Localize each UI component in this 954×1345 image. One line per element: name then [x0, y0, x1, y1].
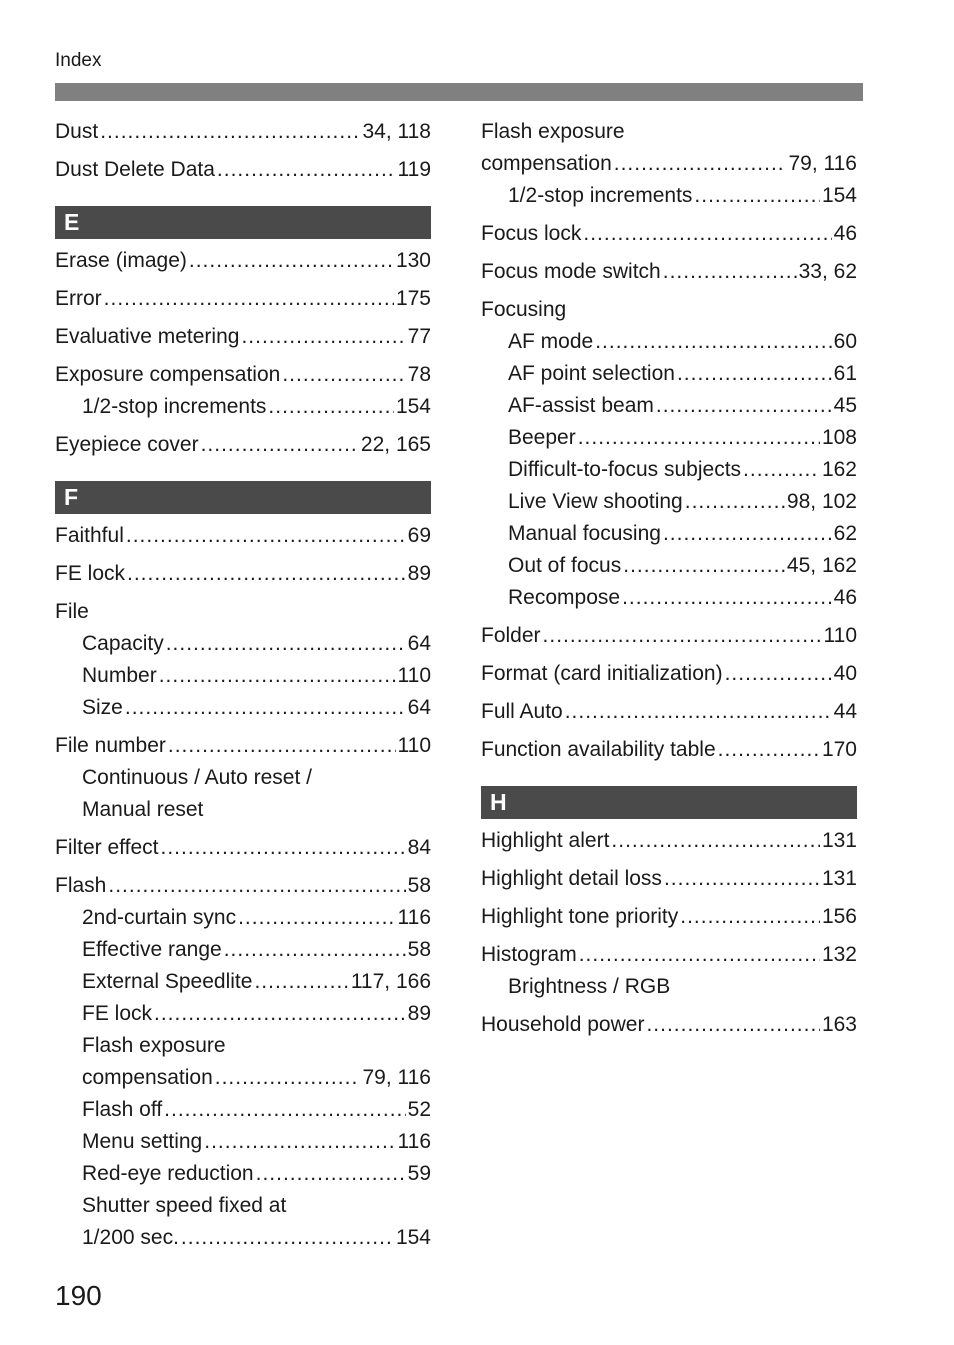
entry-term: Menu setting [82, 1130, 203, 1153]
header-rule [55, 83, 863, 101]
entry-pages: 34, 118 [362, 120, 431, 143]
dot-leader [126, 520, 406, 552]
entry-pages: 33, 62 [798, 260, 857, 283]
entry-pages: 46 [833, 586, 857, 609]
dot-leader [282, 359, 405, 391]
entry-pages: 46 [833, 222, 857, 245]
entry-term: FE lock [82, 1002, 153, 1025]
dot-leader [159, 660, 396, 692]
entry-pages: 61 [833, 362, 857, 385]
dot-leader [189, 245, 394, 277]
dot-leader [254, 966, 348, 998]
dot-leader [595, 326, 831, 358]
entry-term: Highlight detail loss [481, 867, 662, 890]
entry-term: Evaluative metering [55, 325, 240, 348]
dot-leader [663, 518, 832, 550]
dot-leader [154, 998, 406, 1030]
dot-leader [224, 934, 406, 966]
entry-term: Error [55, 287, 102, 310]
entry-term: External Speedlite [82, 970, 253, 993]
dot-leader [725, 658, 832, 690]
entry-term: Dust Delete Data [55, 158, 215, 181]
entry-term: Full Auto [481, 700, 563, 723]
entry-pages: 156 [821, 905, 857, 928]
index-subentry[interactable] [55, 628, 431, 660]
index-entry[interactable] [481, 658, 857, 690]
entry-term: AF-assist beam [508, 394, 654, 417]
entry-pages: 22, 165 [360, 433, 431, 456]
entry-term: Eyepiece cover [55, 433, 199, 456]
entry-term: Function availability table [481, 738, 716, 761]
entry-pages: 45 [833, 394, 857, 417]
entry-pages: 170 [821, 738, 857, 761]
entry-term: Household power [481, 1013, 645, 1036]
dot-leader [664, 863, 820, 895]
entry-term: Filter effect [55, 836, 159, 859]
entry-pages: 117, 166 [350, 970, 431, 993]
dot-leader [268, 391, 394, 423]
index-subentry[interactable] [481, 358, 857, 390]
dot-leader [623, 550, 785, 582]
entry-pages: 89 [407, 1002, 431, 1025]
entry-term: Live View shooting [508, 490, 683, 513]
entry-pages: 60 [833, 330, 857, 353]
index-column-right [481, 116, 857, 1041]
entry-term: Manual focusing [508, 522, 661, 545]
section-header-f: F [55, 481, 431, 514]
entry-term: Focus lock [481, 222, 582, 245]
entry-term: Number [82, 664, 157, 687]
entry-term: Histogram [481, 943, 577, 966]
entry-pages: 79, 116 [362, 1066, 431, 1089]
entry-pages: 58 [407, 938, 431, 961]
index-subentry[interactable] [481, 422, 857, 454]
index-subentry[interactable] [55, 1062, 431, 1094]
page-number: 190 [55, 1280, 102, 1311]
index-entry[interactable] [55, 245, 431, 277]
entry-pages: 154 [395, 395, 431, 418]
dot-leader [160, 832, 405, 864]
index-entry[interactable] [481, 825, 857, 857]
entry-term: Flash off [82, 1098, 163, 1121]
entry-term: Highlight alert [481, 829, 610, 852]
entry-term: Recompose [508, 586, 621, 609]
index-subentry[interactable] [55, 692, 431, 724]
index-subentry[interactable] [55, 1158, 431, 1190]
index-entry[interactable] [55, 429, 431, 461]
entry-term: Out of focus [508, 554, 622, 577]
entry-term: Folder [481, 624, 541, 647]
entry-term: compensation [481, 152, 612, 175]
index-subentry[interactable] [55, 902, 431, 934]
entry-pages: 175 [395, 287, 431, 310]
index-subentry[interactable] [481, 550, 857, 582]
dot-leader [656, 390, 832, 422]
entry-term: Difficult-to-focus subjects [508, 458, 742, 481]
index-subentry[interactable] [55, 998, 431, 1030]
entry-term: 1/2-stop increments [508, 184, 693, 207]
dot-leader [164, 1094, 405, 1126]
dot-leader [168, 730, 396, 762]
entry-pages: 52 [407, 1098, 431, 1121]
dot-leader [663, 256, 797, 288]
index-subentry[interactable] [481, 180, 857, 212]
index-subentry[interactable] [481, 486, 857, 518]
index-subentry-text: Manual reset [82, 798, 204, 821]
index-entry[interactable] [481, 734, 857, 766]
entry-pages: 108 [821, 426, 857, 449]
dot-leader [256, 1158, 406, 1190]
index-entry[interactable] [481, 218, 857, 250]
index-entry[interactable] [55, 116, 431, 148]
entry-term: AF mode [508, 330, 594, 353]
index-entry[interactable] [481, 1009, 857, 1041]
entry-pages: 77 [407, 325, 431, 348]
dot-leader [215, 1062, 361, 1094]
dot-leader [217, 154, 396, 186]
index-subentry[interactable] [481, 326, 857, 358]
index-subentry[interactable] [481, 390, 857, 422]
index-subentry[interactable] [55, 934, 431, 966]
dot-leader [694, 180, 820, 212]
index-entry-heading: File [55, 600, 89, 623]
page-header-title: Index [55, 50, 102, 71]
index-entry[interactable] [55, 730, 431, 762]
index-subentry[interactable] [55, 660, 431, 692]
entry-pages: 78 [407, 363, 431, 386]
index-subentry-text: Shutter speed fixed at [82, 1194, 287, 1217]
index-entry[interactable] [481, 620, 857, 652]
dot-leader [611, 825, 820, 857]
dot-leader [614, 148, 787, 180]
entry-term: Focus mode switch [481, 260, 661, 283]
dot-leader [646, 1009, 820, 1041]
dot-leader [677, 358, 832, 390]
index-entry[interactable] [55, 832, 431, 864]
entry-pages: 64 [407, 696, 431, 719]
index-entry-heading: Focusing [481, 298, 567, 321]
index-entry[interactable] [55, 520, 431, 552]
dot-leader [181, 1222, 394, 1254]
entry-term: Format (card initialization) [481, 662, 723, 685]
entry-pages: 162 [821, 458, 857, 481]
dot-leader [100, 116, 360, 148]
entry-pages: 116 [397, 906, 431, 929]
index-entry[interactable] [55, 154, 431, 186]
dot-leader [238, 902, 395, 934]
index-entry[interactable] [481, 256, 857, 288]
dot-leader [125, 692, 406, 724]
dot-leader [204, 1126, 395, 1158]
entry-pages: 131 [821, 867, 857, 890]
dot-leader [685, 486, 785, 518]
section-header-h: H [481, 786, 857, 819]
entry-term: 1/2-stop increments [82, 395, 267, 418]
index-subentry[interactable] [55, 1094, 431, 1126]
entry-term: AF point selection [508, 362, 675, 385]
index-subentry-text: Continuous / Auto reset / [82, 766, 312, 789]
entry-pages: 154 [821, 184, 857, 207]
entry-pages: 132 [821, 943, 857, 966]
entry-term: 2nd-curtain sync [82, 906, 237, 929]
entry-pages: 89 [407, 562, 431, 585]
dot-leader [622, 582, 832, 614]
entry-term: Highlight tone priority [481, 905, 679, 928]
entry-pages: 116 [397, 1130, 431, 1153]
entry-term: Red-eye reduction [82, 1162, 254, 1185]
entry-term: Dust [55, 120, 99, 143]
entry-pages: 163 [821, 1013, 857, 1036]
index-entry[interactable] [55, 283, 431, 315]
entry-pages: 110 [823, 624, 857, 647]
index-entry-heading: Flash exposure [481, 120, 625, 143]
entry-pages: 84 [407, 836, 431, 859]
index-entry[interactable] [481, 696, 857, 728]
dot-leader [579, 939, 820, 971]
index-subentry[interactable] [55, 1222, 431, 1254]
dot-leader [565, 696, 832, 728]
index-subentry[interactable] [481, 582, 857, 614]
entry-term: FE lock [55, 562, 126, 585]
entry-pages: 64 [407, 632, 431, 655]
entry-term: Erase (image) [55, 249, 187, 272]
index-subentry[interactable] [55, 966, 431, 998]
index-subentry[interactable] [55, 391, 431, 423]
dot-leader [127, 558, 406, 590]
index-column-left [55, 116, 431, 1254]
entry-pages: 98, 102 [786, 490, 857, 513]
entry-pages: 45, 162 [786, 554, 857, 577]
entry-pages: 79, 116 [788, 152, 857, 175]
dot-leader [166, 628, 406, 660]
index-entry[interactable] [55, 359, 431, 391]
dot-leader [718, 734, 820, 766]
entry-term: 1/200 sec. [82, 1226, 179, 1249]
entry-pages: 154 [395, 1226, 431, 1249]
entry-term: Capacity [82, 632, 164, 655]
dot-leader [583, 218, 831, 250]
dot-leader [201, 429, 359, 461]
entry-pages: 44 [833, 700, 857, 723]
entry-term: Faithful [55, 524, 124, 547]
entry-pages: 62 [833, 522, 857, 545]
index-entry[interactable] [55, 870, 431, 902]
index-entry[interactable] [481, 863, 857, 895]
dot-leader [743, 454, 820, 486]
dot-leader [680, 901, 820, 933]
dot-leader [241, 321, 405, 353]
dot-leader [104, 283, 394, 315]
index-entry[interactable] [481, 939, 857, 971]
entry-term: compensation [82, 1066, 213, 1089]
entry-term: File number [55, 734, 166, 757]
entry-term: Size [82, 696, 123, 719]
entry-pages: 130 [395, 249, 431, 272]
entry-pages: 69 [407, 524, 431, 547]
index-subentry-text: Flash exposure [82, 1034, 226, 1057]
index-entry[interactable] [481, 148, 857, 180]
entry-pages: 131 [821, 829, 857, 852]
entry-pages: 110 [397, 734, 431, 757]
entry-term: Effective range [82, 938, 222, 961]
entry-pages: 58 [407, 874, 431, 897]
entry-term: Exposure compensation [55, 363, 281, 386]
dot-leader [578, 422, 820, 454]
entry-term: Flash [55, 874, 107, 897]
entry-pages: 40 [833, 662, 857, 685]
dot-leader [543, 620, 822, 652]
index-subentry[interactable] [55, 1126, 431, 1158]
index-subentry[interactable] [481, 454, 857, 486]
dot-leader [108, 870, 405, 902]
index-subentry[interactable] [481, 518, 857, 550]
index-entry[interactable] [55, 558, 431, 590]
entry-pages: 110 [397, 664, 431, 687]
entry-term: Beeper [508, 426, 576, 449]
index-entry[interactable] [481, 901, 857, 933]
index-entry[interactable] [55, 321, 431, 353]
entry-pages: 59 [407, 1162, 431, 1185]
entry-pages: 119 [397, 158, 431, 181]
section-header-e: E [55, 206, 431, 239]
index-subentry-text: Brightness / RGB [508, 975, 671, 998]
